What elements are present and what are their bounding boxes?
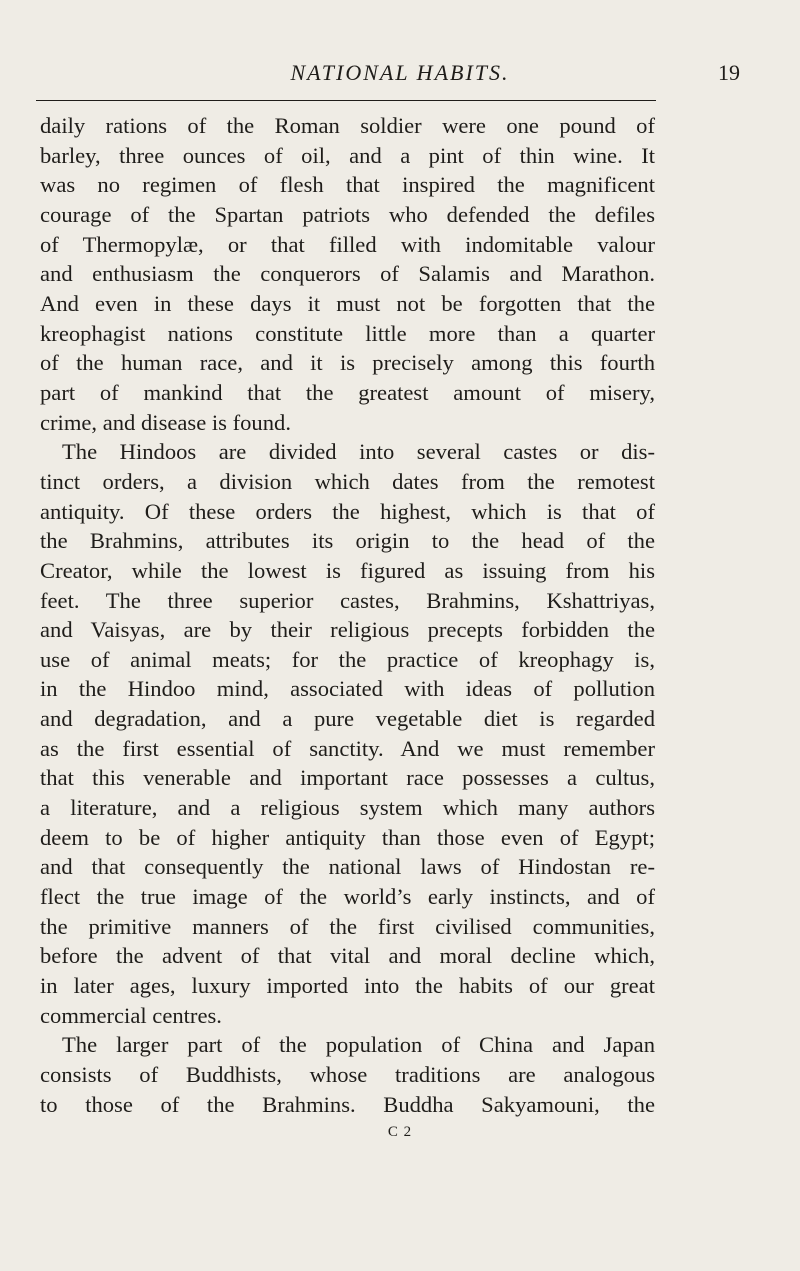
text-line: and that consequently the national laws of Hindostan re- [40, 854, 655, 880]
text-line: and enthusiasm the conquerors of Salamis and Marathon. [40, 261, 655, 287]
text-line: the primitive manners of the first civilised communities, [40, 913, 655, 939]
text-line: deem to be of higher antiquity than those even of Egypt; [40, 824, 655, 850]
text-line: consists of Buddhists, whose traditions are analogous [40, 1062, 655, 1087]
text-line: flect the true image of the world’s early instincts, and of [40, 884, 655, 910]
text-line: The larger part of the population of China and Japan [62, 1032, 655, 1058]
text-line: use of animal meats; for the practice of kreophagy is, [40, 646, 655, 672]
text-line: And even in these days it must not be forgotten that the [40, 290, 655, 316]
text-line: courage of the Spartan patriots who defended the defiles [40, 201, 655, 227]
header-rule [36, 100, 656, 101]
text-line: antiquity. Of these orders the highest, which is that of [40, 498, 655, 524]
text-line: kreophagist nations constitute little more than a quarter [40, 320, 655, 346]
text-line: commercial centres. [40, 1002, 222, 1028]
text-line: to those of the Brahmins. Buddha Sakyamouni, the [40, 1091, 655, 1117]
text-line: of the human race, and it is precisely among this fourth [40, 350, 655, 376]
text-line: barley, three ounces of oil, and a pint of thin wine. It [40, 142, 655, 168]
text-line: part of mankind that the greatest amount of misery, [40, 379, 655, 405]
text-line: and Vaisyas, are by their religious precepts forbidden the [40, 617, 655, 643]
text-line: before the advent of that vital and moral decline which, [40, 943, 655, 969]
text-line: crime, and disease is found. [40, 409, 291, 435]
text-line: feet. The three superior castes, Brahmins, Kshattriyas, [40, 587, 655, 613]
signature-mark: C 2 [387, 1124, 413, 1140]
text-line: tinct orders, a division which dates from the remotest [40, 468, 655, 494]
text-line: of Thermopylæ, or that filled with indomitable valour [40, 231, 655, 257]
text-line: in later ages, luxury imported into the habits of our great [40, 973, 655, 999]
text-line: and degradation, and a pure vegetable diet is regarded [40, 706, 655, 732]
text-line: was no regimen of flesh that inspired the magnificent [40, 172, 655, 198]
text-line: a literature, and a religious system which many authors [40, 795, 655, 821]
running-title: NATIONAL HABITS. [290, 60, 510, 85]
text-line: the Brahmins, attributes its origin to the head of the [40, 528, 655, 554]
text-line: that this venerable and important race possesses a cultus, [40, 765, 655, 791]
text-line: The Hindoos are divided into several castes or dis- [62, 439, 655, 465]
text-line: in the Hindoo mind, associated with ideas of pollution [40, 676, 655, 702]
page-number: 19 [718, 60, 740, 85]
text-line: as the first essential of sanctity. And we must remember [40, 735, 655, 761]
text-line: Creator, while the lowest is figured as issuing from his [40, 557, 655, 583]
text-line: daily rations of the Roman soldier were one pound of [40, 113, 655, 138]
body-text [40, 111, 655, 1119]
